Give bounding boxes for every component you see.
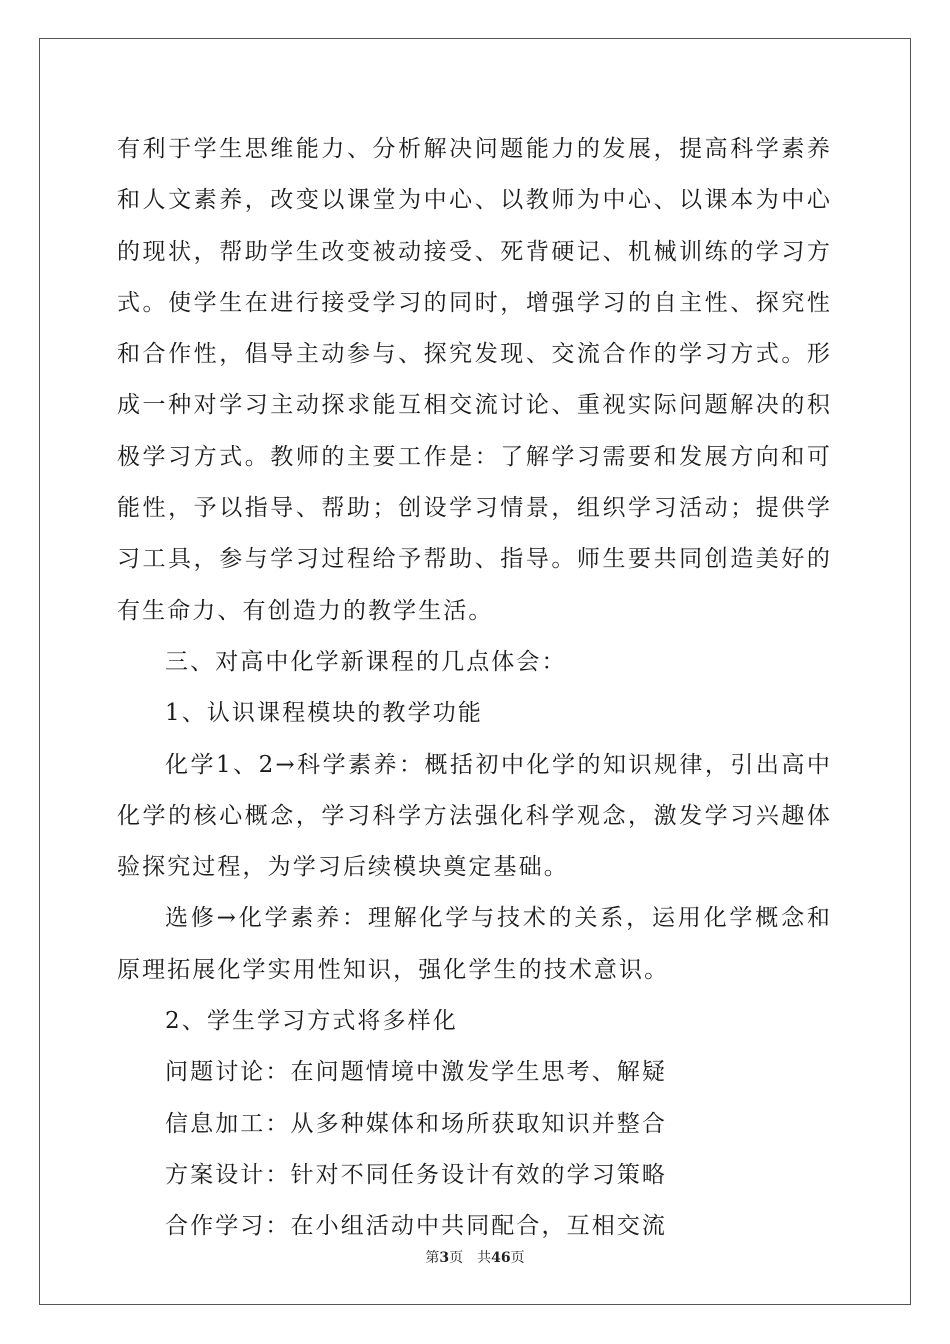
paragraph-chemistry-1-2: 化学1、2→科学素养：概括初中化学的知识规律，引出高中化学的核心概念，学习科学方法强化科学观念，激发学习兴趣体验探究过程，为学习后续模块奠定基础。 bbox=[117, 751, 832, 881]
footer-page-prefix: 第 bbox=[425, 1250, 440, 1266]
list-item-plan-design: 方案设计：针对不同任务设计有效的学习策略 bbox=[165, 1161, 667, 1188]
heading-module-functions: 1、认识课程模块的教学功能 bbox=[165, 700, 483, 727]
footer-page-number: 3 bbox=[439, 1250, 450, 1266]
paragraph-elective: 选修→化学素养：理解化学与技术的关系，运用化学概念和原理拓展化学实用性知识，强化学生的技术意识。 bbox=[117, 905, 832, 983]
footer-total-suffix: 页 bbox=[510, 1250, 525, 1266]
paragraph-teaching-reform: 有利于学生思维能力、分析解决问题能力的发展，提高科学素养和人文素养，改变以课堂为中心、以教师为中心、以课本为中心的现状，帮助学生改变被动接受、死背硬记、机械训练的学习方式。使学生在进行接受学习的同时，增强学习的自主性、探究性和合作性，倡导主动参与、探究发现、交流合作的学习方式。形成一种对学习主动探求能互相交流讨论、重视实际问题解决的积极学习方式。教师的主要工作是：了解学习需要和发展方向和可能性，予以指导、帮助；创设学习情景，组织学习活动；提供学习工具，参与学习过程给予帮助、指导。师生要共同创造美好的有生命力、有创造力的教学生活。 bbox=[117, 136, 832, 624]
list-item-problem-discussion: 问题讨论：在问题情境中激发学生思考、解疑 bbox=[165, 1059, 667, 1086]
heading-section-three: 三、对高中化学新课程的几点体会： bbox=[165, 648, 567, 675]
list-item-information-processing: 信息加工：从多种媒体和场所获取知识并整合 bbox=[165, 1110, 667, 1137]
footer-total-pages: 46 bbox=[491, 1250, 511, 1266]
heading-learning-styles: 2、学生学习方式将多样化 bbox=[165, 1008, 458, 1035]
footer-total-prefix: 共 bbox=[477, 1250, 492, 1266]
page-footer bbox=[0, 1247, 950, 1267]
footer-page-suffix: 页 bbox=[449, 1250, 464, 1266]
list-item-cooperative-learning: 合作学习：在小组活动中共同配合，互相交流 bbox=[165, 1213, 667, 1240]
document-body bbox=[117, 124, 832, 1253]
